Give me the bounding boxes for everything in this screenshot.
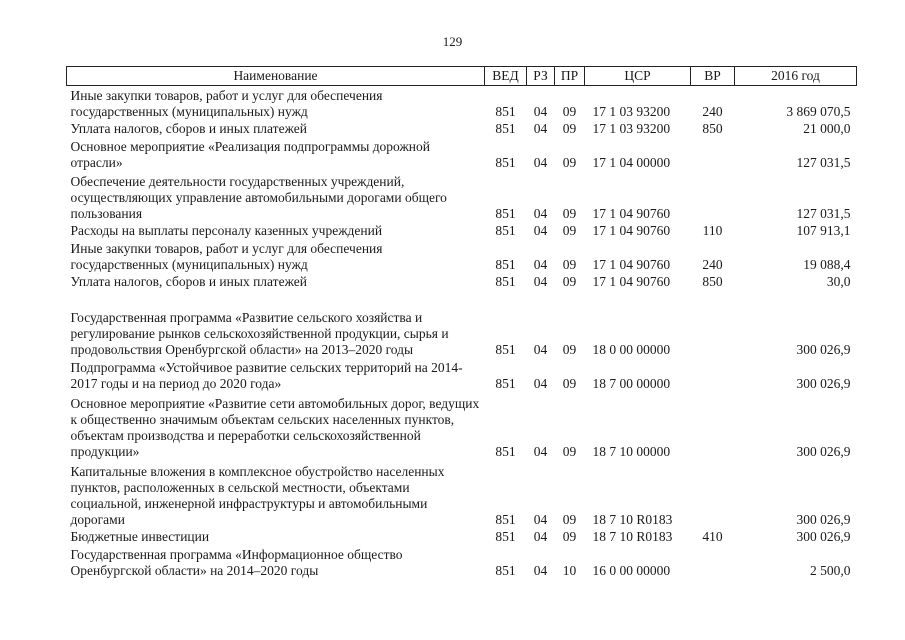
cell-csr: 18 0 00 00000: [592, 341, 671, 357]
cell-pr: 09: [562, 103, 577, 119]
cell-name: Подпрограмма «Устойчивое развитие сельских территорий на 2014-2017 годы и на период до 2020 года»: [70, 359, 463, 391]
cell-pr: 09: [562, 256, 577, 272]
cell-csr: 17 1 04 00000: [592, 154, 671, 170]
cell-name: Государственная программа «Развитие сельского хозяйства и регулирование рынков сельскохозяйственной продукции, сырья и продовольствия Оренбургской области» на 2013–2020 годы: [70, 309, 449, 357]
cell-csr: 17 1 03 93200: [592, 120, 671, 136]
cell-pr: 09: [562, 511, 577, 527]
cell-rz: 04: [533, 222, 548, 238]
cell-vr: 850: [702, 120, 723, 136]
table-row: [67, 239, 857, 273]
cell-sum: 127 031,5: [796, 154, 851, 170]
cell-csr: 18 7 10 R0183: [592, 511, 673, 527]
table-row: [67, 273, 857, 290]
cell-ved: 851: [495, 511, 516, 527]
cell-ved: 851: [495, 205, 516, 221]
cell-csr: 18 7 10 R0183: [592, 528, 673, 544]
cell-csr: 16 0 00 00000: [592, 562, 671, 578]
cell-vr: 850: [702, 273, 723, 289]
column-header-pr: ПР: [555, 67, 585, 86]
cell-name: Основное мероприятие «Развитие сети автомобильных дорог, ведущих к общественно значимым объектам сельских населенных пунктов, объектам производства и переработки сельскохозяйственной продукции»: [70, 395, 480, 459]
cell-rz: 04: [533, 273, 548, 289]
cell-ved: 851: [495, 103, 516, 119]
cell-sum: 300 026,9: [796, 528, 851, 544]
cell-vr: [691, 460, 735, 528]
cell-rz: 04: [533, 443, 548, 459]
cell-vr: [691, 171, 735, 222]
table-row: [67, 290, 857, 358]
cell-pr: 09: [562, 273, 577, 289]
cell-name: Основное мероприятие «Реализация подпрограммы дорожной отрасли»: [70, 138, 430, 170]
cell-sum: 2 500,0: [810, 562, 851, 578]
cell-csr: 17 1 03 93200: [592, 103, 671, 119]
table-row: [67, 358, 857, 392]
cell-sum: 3 869 070,5: [786, 103, 851, 119]
cell-csr: 17 1 04 90760: [592, 256, 671, 272]
cell-rz: 04: [533, 154, 548, 170]
cell-rz: 04: [533, 375, 548, 391]
cell-vr: [691, 137, 735, 171]
cell-pr: 09: [562, 341, 577, 357]
cell-rz: 04: [533, 256, 548, 272]
table-row: [67, 545, 857, 579]
cell-csr: 18 7 10 00000: [592, 443, 671, 459]
column-header-name: Наименование: [67, 67, 485, 86]
column-header-vr: ВР: [691, 67, 735, 86]
table-row: [67, 392, 857, 460]
table-row: [67, 137, 857, 171]
cell-ved: 851: [495, 341, 516, 357]
cell-vr: 110: [702, 222, 723, 238]
cell-pr: 09: [562, 443, 577, 459]
cell-name: Уплата налогов, сборов и иных платежей: [70, 120, 307, 136]
cell-sum: 30,0: [826, 273, 851, 289]
cell-sum: 300 026,9: [796, 375, 851, 391]
cell-ved: 851: [495, 256, 516, 272]
cell-csr: 18 7 00 00000: [592, 375, 671, 391]
cell-ved: 851: [495, 443, 516, 459]
cell-sum: 21 000,0: [803, 120, 851, 136]
header-row: [67, 67, 857, 86]
cell-rz: 04: [533, 205, 548, 221]
table-row: [67, 528, 857, 545]
cell-rz: 04: [533, 103, 548, 119]
cell-pr: 09: [562, 154, 577, 170]
cell-rz: 04: [533, 120, 548, 136]
cell-vr: [691, 392, 735, 460]
cell-csr: 17 1 04 90760: [592, 222, 671, 238]
column-header-sum: 2016 год: [735, 67, 857, 86]
cell-sum: 300 026,9: [796, 443, 851, 459]
budget-table: [66, 66, 857, 579]
table-row: [67, 460, 857, 528]
cell-rz: 04: [533, 562, 548, 578]
cell-ved: 851: [495, 154, 516, 170]
cell-rz: 04: [533, 528, 548, 544]
cell-pr: 09: [562, 120, 577, 136]
table-row: [67, 222, 857, 239]
cell-name: Обеспечение деятельности государственных учреждений, осуществляющих управление автомобильными дорогами общего пользования: [70, 173, 447, 221]
cell-vr: 240: [702, 103, 723, 119]
cell-pr: 09: [562, 375, 577, 391]
table-row: [67, 171, 857, 222]
cell-sum: 127 031,5: [796, 205, 851, 221]
cell-rz: 04: [533, 341, 548, 357]
cell-vr: [691, 545, 735, 579]
cell-sum: 300 026,9: [796, 511, 851, 527]
cell-name: Иные закупки товаров, работ и услуг для обеспечения государственных (муниципальных) нужд: [70, 240, 383, 272]
table-row: [67, 86, 857, 120]
cell-sum: 300 026,9: [796, 341, 851, 357]
cell-vr: 410: [702, 528, 723, 544]
cell-vr: [691, 358, 735, 392]
cell-pr: 09: [562, 205, 577, 221]
cell-vr: [691, 290, 735, 358]
page-number: 129: [442, 34, 463, 49]
cell-ved: 851: [495, 222, 516, 238]
cell-name: Бюджетные инвестиции: [70, 528, 210, 544]
cell-name: Капитальные вложения в комплексное обустройство населенных пунктов, расположенных в сельской местности, объектами социальной, инженерной инфраструктуры и автомобильными дорогами: [70, 463, 445, 527]
cell-ved: 851: [495, 562, 516, 578]
cell-csr: 17 1 04 90760: [592, 205, 671, 221]
cell-pr: 09: [562, 222, 577, 238]
cell-ved: 851: [495, 375, 516, 391]
cell-pr: 10: [562, 562, 577, 578]
table-row: [67, 120, 857, 137]
cell-ved: 851: [495, 528, 516, 544]
cell-csr: 17 1 04 90760: [592, 273, 671, 289]
cell-ved: 851: [495, 273, 516, 289]
table-body: [67, 86, 857, 579]
cell-pr: 09: [562, 528, 577, 544]
column-header-csr: ЦСР: [585, 67, 691, 86]
cell-rz: 04: [533, 511, 548, 527]
cell-vr: 240: [702, 256, 723, 272]
cell-name: Уплата налогов, сборов и иных платежей: [70, 273, 307, 289]
table-header: [67, 67, 857, 86]
cell-sum: 19 088,4: [803, 256, 851, 272]
column-header-rz: РЗ: [527, 67, 555, 86]
cell-name: Государственная программа «Информационное общество Оренбургской области» на 2014–2020 годы: [70, 546, 403, 578]
cell-name: Расходы на выплаты персоналу казенных учреждений: [70, 222, 383, 238]
cell-sum: 107 913,1: [796, 222, 851, 238]
cell-name: Иные закупки товаров, работ и услуг для обеспечения государственных (муниципальных) нужд: [70, 87, 383, 119]
cell-ved: 851: [495, 120, 516, 136]
column-header-ved: ВЕД: [485, 67, 527, 86]
